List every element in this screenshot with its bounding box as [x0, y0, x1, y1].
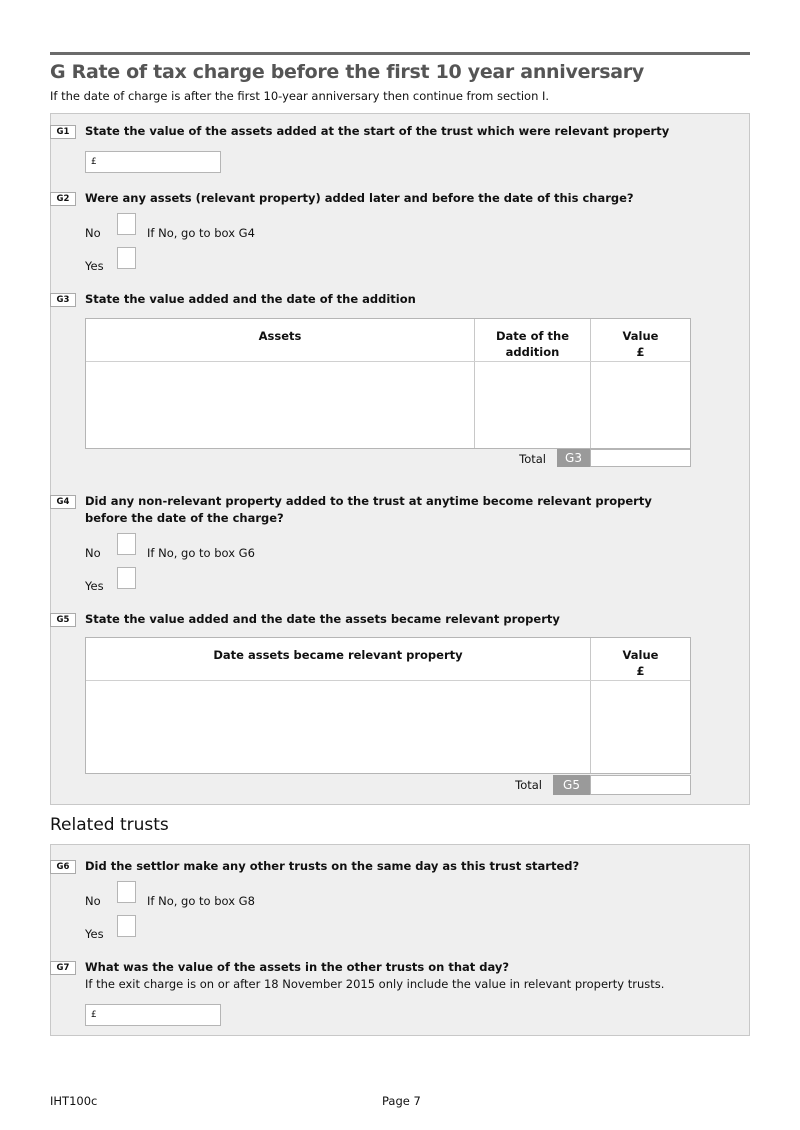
g2-hint: If No, go to box G4 — [147, 226, 255, 240]
g3-col-date-line1: Date of the — [496, 329, 569, 343]
currency-symbol: £ — [91, 1010, 97, 1020]
g6-yes-label: Yes — [85, 927, 104, 941]
g4-yes-label: Yes — [85, 579, 104, 593]
currency-symbol: £ — [91, 157, 97, 167]
g2-question: Were any assets (relevant property) added later and before the date of this charge? — [85, 191, 634, 205]
related-trusts-heading: Related trusts — [50, 815, 169, 835]
g1-value-input[interactable] — [85, 151, 221, 173]
g5-total-code: G5 — [553, 775, 590, 795]
g3-question: State the value added and the date of the addition — [85, 292, 416, 306]
g5-total-input[interactable] — [590, 775, 691, 795]
g6-yes-checkbox[interactable] — [117, 915, 136, 937]
g6-no-label: No — [85, 894, 101, 908]
g2-yes-checkbox[interactable] — [117, 247, 136, 269]
g3-col-value: Value — [622, 329, 659, 343]
g3-total-code: G3 — [557, 449, 590, 467]
g3-date-cell[interactable] — [475, 362, 590, 448]
g3-assets-cell[interactable] — [86, 362, 474, 448]
g5-col-value: Value — [622, 648, 659, 662]
g5-col-value-unit: £ — [636, 664, 645, 678]
g3-col-value-unit: £ — [636, 345, 645, 359]
g7-value-input[interactable] — [85, 1004, 221, 1026]
g6-question: Did the settlor make any other trusts on the same day as this trust started? — [85, 859, 580, 873]
g4-question-line2: before the date of the charge? — [85, 511, 284, 525]
section-title: G Rate of tax charge before the first 10 year anniversary — [50, 61, 644, 83]
g5-total-label: Total — [515, 778, 542, 792]
g4-yes-checkbox[interactable] — [117, 567, 136, 589]
box-label-g4: G4 — [50, 495, 76, 509]
box-label-g5: G5 — [50, 613, 76, 627]
g5-value-cell[interactable] — [591, 681, 690, 773]
footer-form-code: IHT100c — [50, 1094, 98, 1108]
g5-question: State the value added and the date the assets became relevant property — [85, 612, 560, 626]
g2-no-checkbox[interactable] — [117, 213, 136, 235]
box-label-g6: G6 — [50, 860, 76, 874]
g7-note: If the exit charge is on or after 18 November 2015 only include the value in relevant property trusts. — [85, 977, 665, 991]
section-subtitle: If the date of charge is after the first 10-year anniversary then continue from section I. — [50, 89, 550, 103]
box-label-g3: G3 — [50, 293, 76, 307]
g4-hint: If No, go to box G6 — [147, 546, 255, 560]
g3-total-input[interactable] — [590, 449, 691, 467]
g1-question: State the value of the assets added at the start of the trust which were relevant property — [85, 124, 670, 138]
g7-question: What was the value of the assets in the other trusts on that day? — [85, 960, 510, 974]
g6-hint: If No, go to box G8 — [147, 894, 255, 908]
footer-page-number: Page 7 — [382, 1094, 421, 1108]
g3-col-date-line2: addition — [505, 345, 560, 359]
g4-question-line1: Did any non-relevant property added to the trust at anytime become relevant property — [85, 494, 652, 508]
g6-no-checkbox[interactable] — [117, 881, 136, 903]
g5-date-cell[interactable] — [86, 681, 590, 773]
g4-no-label: No — [85, 546, 101, 560]
g3-value-cell[interactable] — [591, 362, 690, 448]
section-top-rule — [50, 52, 750, 55]
g3-total-label: Total — [519, 452, 546, 466]
g2-yes-label: Yes — [85, 259, 104, 273]
g4-no-checkbox[interactable] — [117, 533, 136, 555]
box-label-g7: G7 — [50, 961, 76, 975]
box-label-g1: G1 — [50, 125, 76, 139]
g5-col-date: Date assets became relevant property — [213, 648, 463, 662]
g2-no-label: No — [85, 226, 101, 240]
box-label-g2: G2 — [50, 192, 76, 206]
g3-col-assets: Assets — [258, 329, 302, 343]
